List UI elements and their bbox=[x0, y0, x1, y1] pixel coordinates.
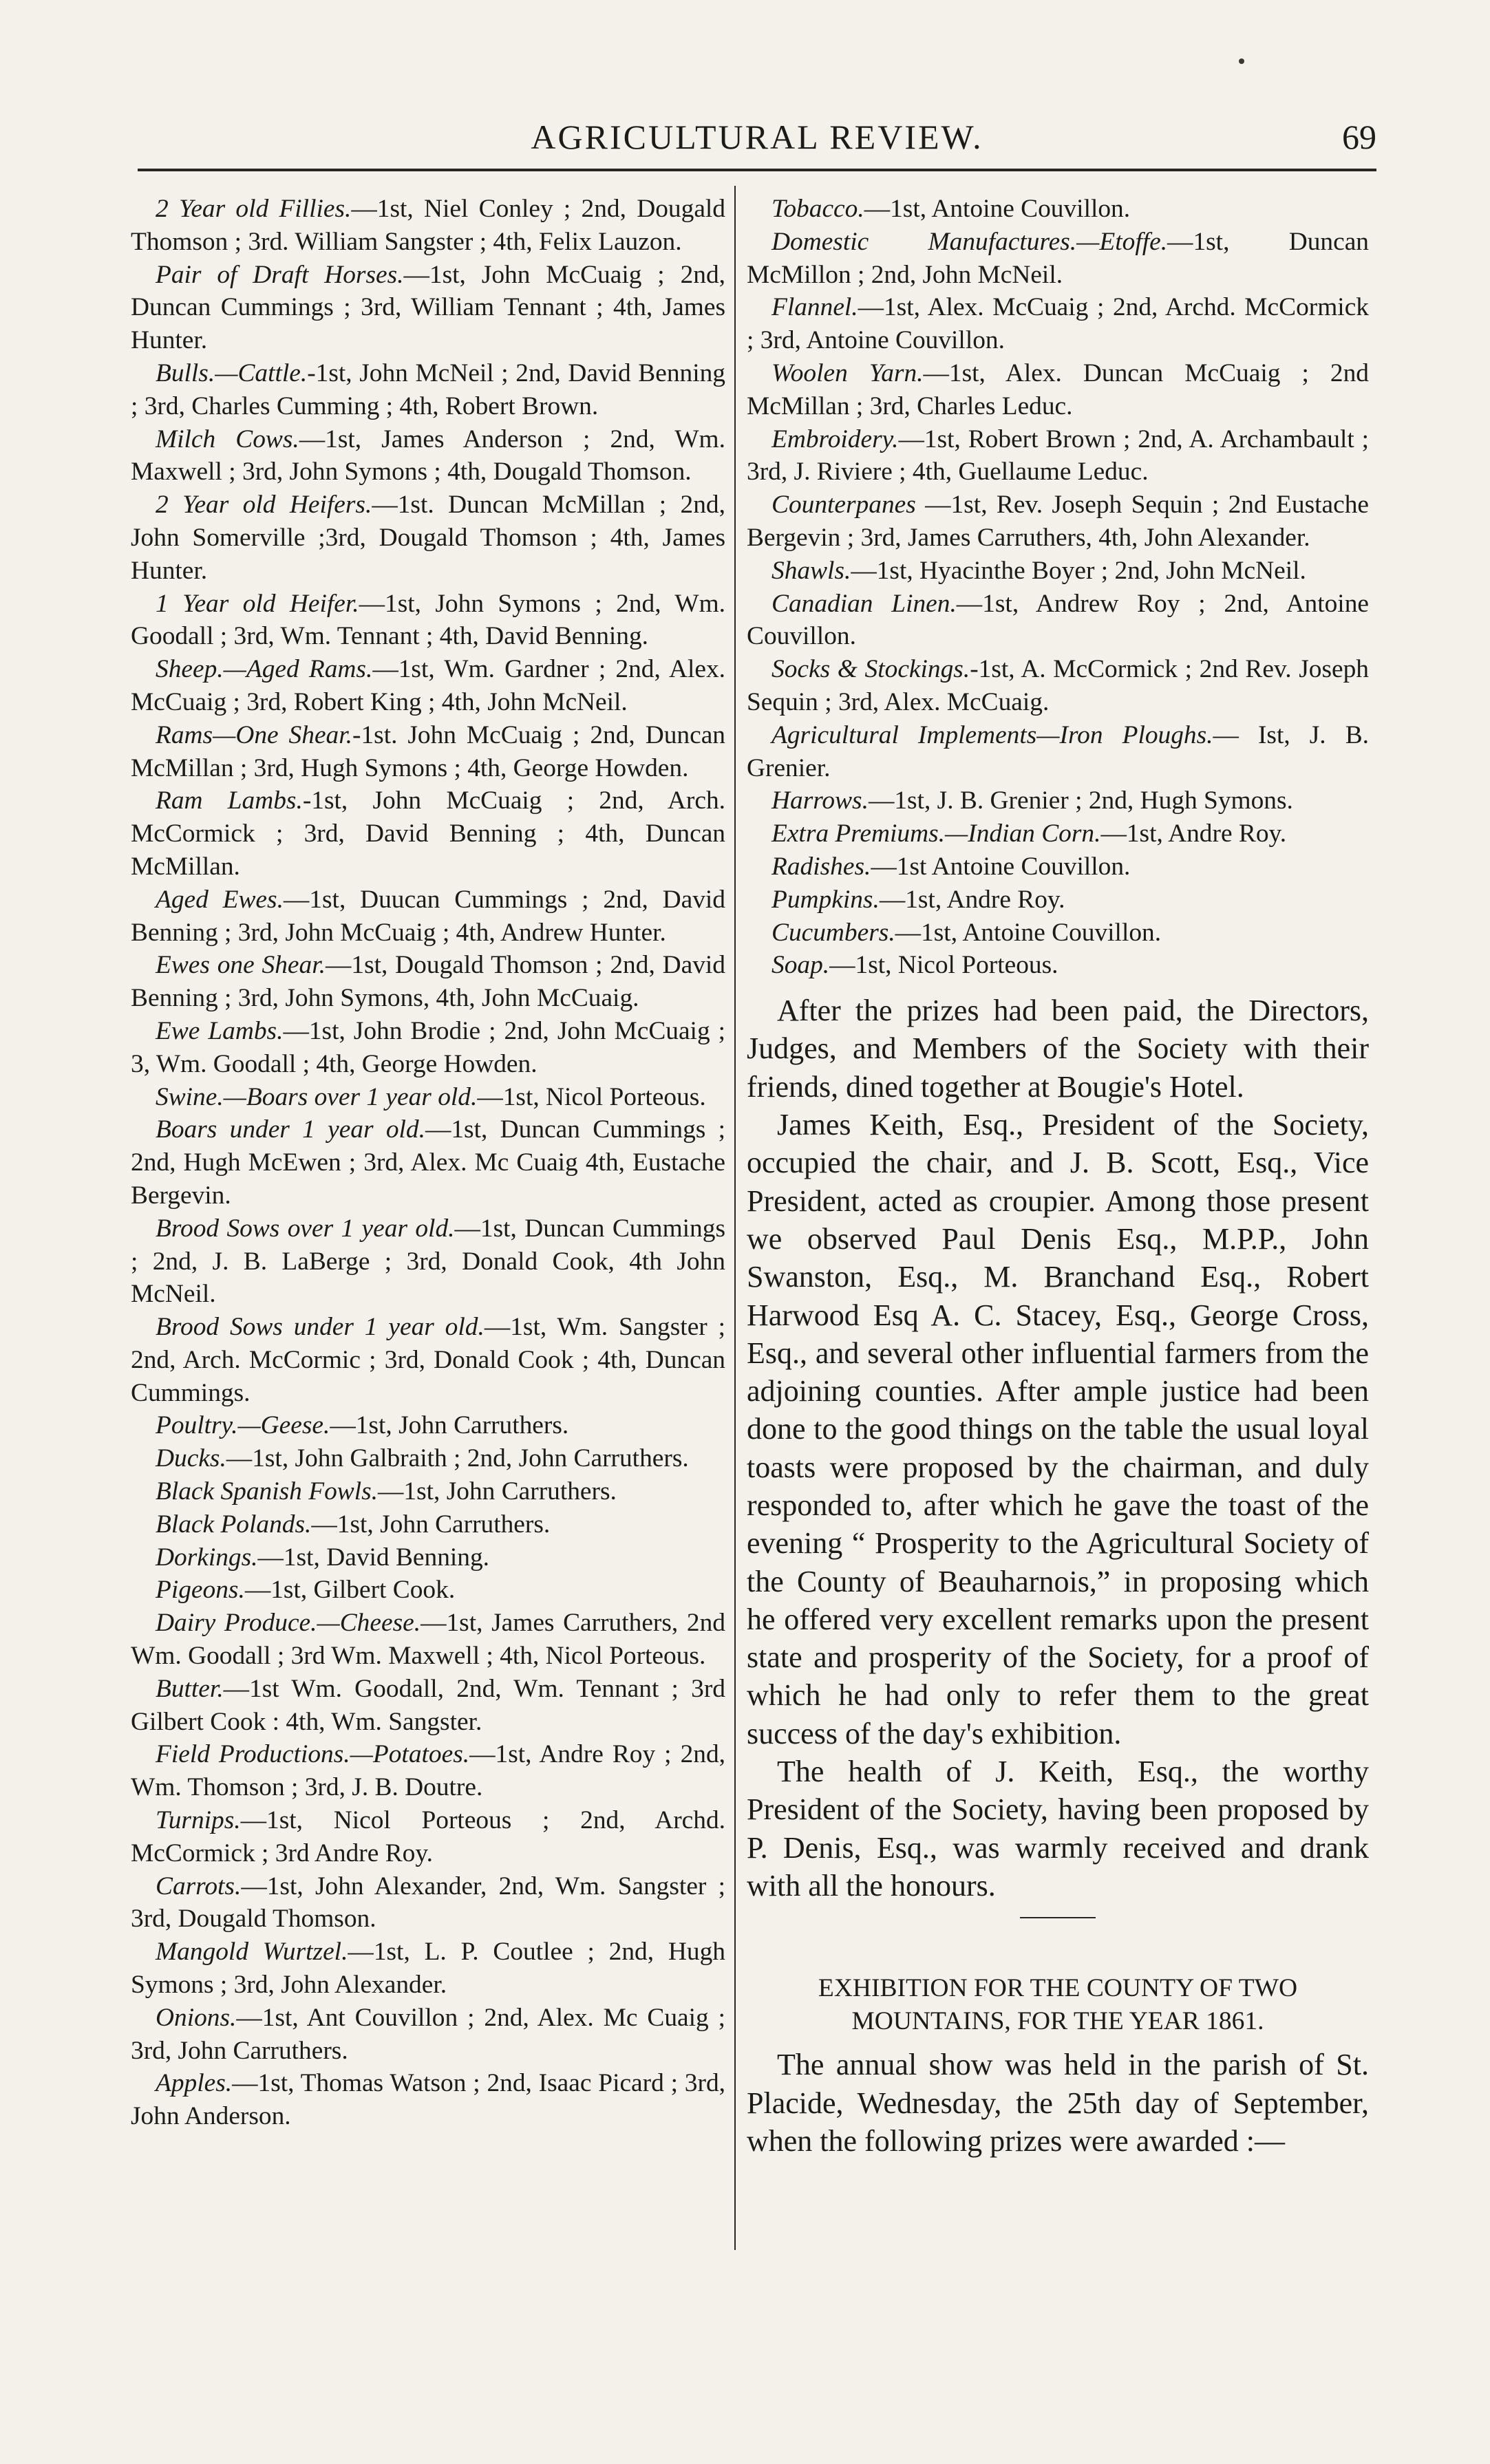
entry-winners: —1st, John Galbraith ; 2nd, John Carruthers. bbox=[226, 1444, 689, 1473]
entry-category: Sheep.—Aged Rams. bbox=[156, 655, 373, 684]
entry-winners: —1st Antoine Couvillon. bbox=[871, 852, 1131, 881]
prize-entry bbox=[131, 883, 725, 950]
entry-category: Shawls. bbox=[771, 556, 851, 585]
entry-winners: —1st, Duucan Cummings ; 2nd, David Benning ; 3rd, John McCuaig ; 4th, Andrew Hunter. bbox=[131, 885, 725, 947]
entry-winners: —1st, Robert Brown ; 2nd, A. Archambault ; 3rd, J. Riviere ; 4th, Guellaume Leduc. bbox=[747, 425, 1369, 486]
entry-category: Ewe Lambs. bbox=[156, 1016, 284, 1045]
entry-category: Soap. bbox=[771, 951, 830, 980]
entry-category: Dairy Produce.—Cheese. bbox=[156, 1609, 421, 1638]
entry-winners: —1st, Rev. Joseph Sequin ; 2nd Eustache Bergevin ; 3rd, James Carruthers, 4th, John Alexander. bbox=[747, 491, 1369, 552]
prize-entry bbox=[747, 357, 1369, 423]
prize-entry bbox=[131, 357, 725, 423]
prize-entry bbox=[747, 489, 1369, 555]
entry-category: Rams—One Shear. bbox=[156, 720, 352, 749]
prize-entry bbox=[747, 883, 1369, 917]
entry-category: Woolen Yarn. bbox=[771, 358, 924, 387]
entry-winners: —1st Wm. Goodall, 2nd, Wm. Tennant ; 3rd Gilbert Cook : 4th, Wm. Sangster. bbox=[131, 1674, 725, 1736]
entry-winners: —1st, Antoine Couvillon. bbox=[864, 195, 1131, 223]
entry-category: Ewes one Shear. bbox=[156, 951, 326, 980]
section-rule bbox=[1020, 1917, 1096, 1918]
prize-entry bbox=[747, 817, 1369, 850]
entry-winners: -1st, A. McCormick ; 2nd Rev. Joseph Sequin ; 3rd, Alex. McCuaig. bbox=[747, 655, 1370, 716]
right-column bbox=[747, 193, 1369, 2160]
entry-winners: —1st, Andre Roy ; 2nd, Wm. Thomson ; 3rd, J. B. Doutre. bbox=[131, 1740, 726, 1802]
entry-winners: —1st, Ant Couvillon ; 2nd, Alex. Mc Cuaig ; 3rd, John Carruthers. bbox=[131, 2003, 725, 2065]
entry-winners: —1st, J. B. Grenier ; 2nd, Hugh Symons. bbox=[868, 786, 1293, 815]
prize-entry bbox=[131, 588, 725, 654]
prize-entry bbox=[131, 784, 725, 883]
prize-entry bbox=[131, 1409, 725, 1442]
entry-winners: -1st, John McNeil ; 2nd, David Benning ; 3rd, Charles Cumming ; 4th, Robert Brown. bbox=[131, 358, 725, 420]
page-header bbox=[138, 103, 1376, 172]
entry-winners: —1st, Nicol Porteous. bbox=[829, 951, 1058, 980]
entry-winners: —1st. Duncan McMillan ; 2nd, John Somerville ;3rd, Dougald Thomson ; 4th, James Hunter. bbox=[131, 491, 725, 585]
entry-category: Ducks. bbox=[156, 1444, 226, 1473]
paragraph: The health of J. Keith, Esq., the worthy President of the Society, having been proposed by P. Denis, Esq., was warmly received and drank with all the honours. bbox=[747, 1755, 1369, 1903]
entry-category: Apples. bbox=[156, 2069, 233, 2098]
prize-entry bbox=[747, 588, 1369, 654]
prize-entry bbox=[131, 1442, 725, 1475]
entry-winners: —1st, James Carruthers, 2nd Wm. Goodall ; 3rd Wm. Maxwell ; 4th, Nicol Porteous. bbox=[131, 1609, 725, 1671]
entry-category: Pumpkins. bbox=[771, 885, 880, 914]
entry-winners: —1st, Dougald Thomson ; 2nd, David Benning ; 3rd, John Symons, 4th, John McCuaig. bbox=[131, 951, 725, 1013]
entry-category: Mangold Wurtzel. bbox=[156, 1938, 348, 1967]
prize-entry bbox=[747, 555, 1369, 588]
prize-entry bbox=[131, 1607, 725, 1673]
prize-entry bbox=[131, 653, 725, 719]
entry-category: Socks & Stockings. bbox=[771, 655, 970, 684]
entry-category: Turnips. bbox=[156, 1806, 241, 1835]
prize-entry bbox=[131, 1738, 725, 1804]
entry-category: Black Polands. bbox=[156, 1510, 312, 1539]
prize-entry bbox=[747, 423, 1369, 489]
entry-winners: —1st, Hyacinthe Boyer ; 2nd, John McNeil. bbox=[851, 556, 1306, 585]
entry-winners: —1st, Duncan McMillon ; 2nd, John McNeil. bbox=[747, 227, 1369, 289]
prize-entry bbox=[131, 2067, 725, 2133]
entry-winners: — Ist, J. B. Grenier. bbox=[747, 720, 1370, 782]
prize-entry bbox=[131, 1541, 725, 1574]
prize-entry bbox=[131, 949, 725, 1015]
prize-entry bbox=[131, 259, 725, 357]
paragraph: After the prizes had been paid, the Directors, Judges, and Members of the Society with their friends, dined together at Bougie's Hotel. bbox=[747, 994, 1369, 1104]
entry-category: Tobacco. bbox=[771, 195, 864, 223]
entry-winners: -1st. John McCuaig ; 2nd, Duncan McMillan ; 3rd, Hugh Symons ; 4th, George Howden. bbox=[131, 720, 725, 782]
prize-entry bbox=[131, 1113, 725, 1212]
prize-entry bbox=[131, 1081, 725, 1114]
entry-category: Brood Sows under 1 year old. bbox=[156, 1313, 485, 1342]
entry-category: Domestic Manufactures.—Etoffe. bbox=[771, 227, 1168, 256]
entry-winners: —1st, Andre Roy. bbox=[1100, 819, 1287, 848]
entry-winners: —1st, John Carruthers. bbox=[378, 1477, 617, 1506]
right-prize-list bbox=[747, 193, 1369, 982]
entry-category: Bulls.—Cattle. bbox=[156, 358, 308, 387]
prize-entry bbox=[131, 1212, 725, 1311]
entry-category: Radishes. bbox=[771, 852, 871, 881]
entry-category: Field Productions.—Potatoes. bbox=[156, 1740, 470, 1769]
prize-entry bbox=[131, 1475, 725, 1508]
prize-entry bbox=[747, 291, 1369, 357]
entry-category: Carrots. bbox=[156, 1872, 242, 1900]
entry-category: Dorkings. bbox=[156, 1543, 258, 1572]
entry-winners: —1st, Wm. Sangster ; 2nd, Arch. McCormic ; 3rd, Donald Cook ; 4th, Duncan Cummings. bbox=[131, 1313, 725, 1407]
entry-winners: —1st, Gilbert Cook. bbox=[244, 1576, 456, 1605]
entry-category: 1 Year old Heifer. bbox=[156, 589, 359, 618]
entry-category: Pair of Draft Horses. bbox=[156, 260, 404, 289]
speck-mark bbox=[1239, 58, 1244, 64]
entry-category: Counterpanes bbox=[771, 491, 916, 519]
entry-category: Cucumbers. bbox=[771, 918, 895, 947]
entry-winners: —1st, Nicol Porteous ; 2nd, Archd. McCormick ; 3rd Andre Roy. bbox=[131, 1806, 725, 1867]
paragraph: James Keith, Esq., President of the Society, occupied the chair, and J. B. Scott, Esq., Vice President, acted as croupier. Among those present we observed Paul Denis Esq., M.P.P., John Swanston, Esq., M. Branchand Esq., Robert Harwood Esq A. C. Stacey, Esq., George Cross, Esq., and several other influential farmers from the adjoining counties. After ample justice had been done to the good things on the table the usual loyal toasts were proposed by the chairman, and duly responded to, after which he gave the toast of the evening “ Prosperity to the Agricultural Society of the County of Beauharnois,” in proposing which he offered very excellent remarks upon the present state and prosperity of the Society, for a proof of which he had only to refer them to the great success of the day's exhibition. bbox=[747, 1108, 1369, 1750]
prize-entry bbox=[131, 1574, 725, 1607]
prize-entry bbox=[747, 719, 1369, 785]
entry-category: Milch Cows. bbox=[156, 425, 299, 453]
running-title: AGRICULTURAL REVIEW. bbox=[531, 118, 983, 156]
entry-winners: —1st, Duncan Cummings ; 2nd, Hugh McEwen ; 3rd, Alex. Mc Cuaig 4th, Eustache Bergevin. bbox=[131, 1115, 725, 1210]
entry-category: Extra Premiums.—Indian Corn. bbox=[771, 819, 1101, 848]
prize-entry bbox=[747, 653, 1369, 719]
entry-winners: —1st, John Alexander, 2nd, Wm. Sangster ; 3rd, Dougald Thomson. bbox=[131, 1872, 725, 1933]
entry-winners: —1st, John Carruthers. bbox=[311, 1510, 551, 1539]
prize-entry bbox=[131, 423, 725, 489]
entry-winners: —1st, Wm. Gardner ; 2nd, Alex. McCuaig ; 3rd, Robert King ; 4th, John McNeil. bbox=[131, 655, 725, 716]
prize-entry bbox=[131, 1311, 725, 1409]
entry-category: Black Spanish Fowls. bbox=[156, 1477, 378, 1506]
entry-category: Onions. bbox=[156, 2003, 237, 2032]
entry-winners: —1st, Alex. Duncan McCuaig ; 2nd McMillan ; 3rd, Charles Leduc. bbox=[747, 358, 1369, 420]
left-column bbox=[131, 193, 725, 2133]
entry-category: Swine.—Boars over 1 year old. bbox=[156, 1082, 478, 1111]
entry-category: Pigeons. bbox=[156, 1576, 245, 1605]
entry-winners: —1st, Nicol Porteous. bbox=[477, 1082, 706, 1111]
entry-winners: -1st, John McCuaig ; 2nd, Arch. McCormick ; 3rd, David Benning ; 4th, Duncan McMillan. bbox=[131, 786, 725, 881]
page-number: 69 bbox=[1342, 118, 1376, 156]
entry-winners: —1st, John McCuaig ; 2nd, Duncan Cummings ; 3rd, William Tennant ; 4th, James Hunter. bbox=[131, 260, 726, 355]
prize-entry bbox=[131, 1804, 725, 1870]
closing-paragraph: The annual show was held in the parish of St. Placide, Wednesday, the 25th day of September, when the following prizes were awarded :— bbox=[747, 2048, 1369, 2158]
prize-entry bbox=[131, 2002, 725, 2068]
prize-entry bbox=[747, 949, 1369, 982]
prize-entry bbox=[131, 1936, 725, 2002]
entry-winners: —1st, John Brodie ; 2nd, John McCuaig ; 3, Wm. Goodall ; 4th, George Howden. bbox=[131, 1016, 725, 1078]
entry-winners: —1st, Niel Conley ; 2nd, Dougald Thomson ; 3rd. William Sangster ; 4th, Felix Lauzon. bbox=[131, 195, 726, 256]
prize-entry bbox=[747, 850, 1369, 883]
entry-category: Flannel. bbox=[771, 293, 858, 322]
prize-entry bbox=[131, 1870, 725, 1936]
prize-entry bbox=[131, 719, 725, 785]
entry-winners: —1st, John Carruthers. bbox=[330, 1411, 569, 1440]
entry-winners: —1st, John Symons ; 2nd, Wm. Goodall ; 3rd, Wm. Tennant ; 4th, David Benning. bbox=[131, 589, 725, 651]
section-heading: EXHIBITION FOR THE COUNTY OF TWO MOUNTAINS, FOR THE YEAR 1861. bbox=[818, 1974, 1298, 2035]
column-divider bbox=[734, 186, 736, 2250]
entry-category: Aged Ewes. bbox=[156, 885, 284, 914]
entry-winners: —1st, James Anderson ; 2nd, Wm. Maxwell ; 3rd, John Symons ; 4th, Dougald Thomson. bbox=[131, 425, 725, 486]
entry-winners: —1st, L. P. Coutlee ; 2nd, Hugh Symons ; 3rd, John Alexander. bbox=[131, 1938, 725, 2000]
entry-category: 2 Year old Fillies. bbox=[156, 195, 352, 223]
entry-category: Agricultural Implements—Iron Ploughs. bbox=[771, 720, 1213, 749]
entry-winners: —1st, David Benning. bbox=[257, 1543, 490, 1572]
entry-winners: —1st, Alex. McCuaig ; 2nd, Archd. McCormick ; 3rd, Antoine Couvillon. bbox=[747, 293, 1369, 355]
entry-category: Ram Lambs. bbox=[156, 786, 303, 815]
prize-entry bbox=[747, 784, 1369, 817]
entry-category: Canadian Linen. bbox=[771, 589, 957, 618]
entry-winners: —1st, Duncan Cummings ; 2nd, J. B. LaBerge ; 3rd, Donald Cook, 4th John McNeil. bbox=[131, 1214, 725, 1309]
prize-entry bbox=[131, 1673, 725, 1739]
prize-entry bbox=[131, 193, 725, 259]
prize-entry bbox=[747, 917, 1369, 950]
entry-winners: —1st, Thomas Watson ; 2nd, Isaac Picard ; 3rd, John Anderson. bbox=[131, 2069, 725, 2131]
entry-winners: —1st, Antoine Couvillon. bbox=[895, 918, 1162, 947]
entry-category: Poultry.—Geese. bbox=[156, 1411, 330, 1440]
entry-category: Boars under 1 year old. bbox=[156, 1115, 425, 1144]
prize-entry bbox=[131, 489, 725, 587]
entry-category: Embroidery. bbox=[771, 425, 899, 453]
prize-entry bbox=[131, 1015, 725, 1081]
header-rule bbox=[138, 169, 1376, 171]
entry-category: 2 Year old Heifers. bbox=[156, 491, 372, 519]
prize-entry bbox=[747, 226, 1369, 292]
prize-entry bbox=[747, 193, 1369, 226]
prize-entry bbox=[131, 1508, 725, 1541]
entry-winners: —1st, Andrew Roy ; 2nd, Antoine Couvillon. bbox=[747, 589, 1369, 651]
entry-winners: —1st, Andre Roy. bbox=[879, 885, 1065, 914]
entry-category: Butter. bbox=[156, 1674, 224, 1703]
entry-category: Brood Sows over 1 year old. bbox=[156, 1214, 455, 1243]
entry-category: Harrows. bbox=[771, 786, 869, 815]
